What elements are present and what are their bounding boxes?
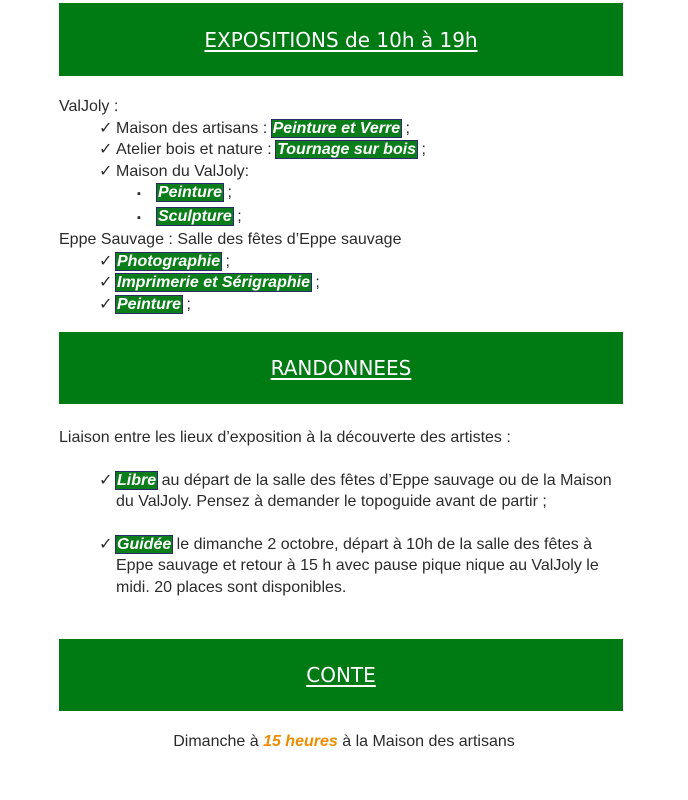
list-item-maison-artisans: ✓ Maison des artisans : Peinture et Verre ; xyxy=(59,118,659,140)
valjoly-heading: ValJoly : xyxy=(59,98,119,115)
list-item-imprimerie: ✓ Imprimerie et Sérigraphie ; xyxy=(59,272,659,294)
guidee-text: le dimanche 2 octobre, départ à 10h de la salle des fêtes à Eppe sauvage et retour à 15 h avec pause pique nique au ValJoly le midi. 20 places sont disponibles. xyxy=(116,535,599,596)
randonnees-banner xyxy=(59,332,623,404)
check-icon: ✓ xyxy=(99,252,113,270)
conte-banner xyxy=(59,639,623,711)
check-icon: ✓ xyxy=(99,119,113,137)
tag-photographie: Photographie xyxy=(117,252,221,270)
tag-sculpture: Sculpture xyxy=(158,207,232,225)
conte-title: CONTE xyxy=(306,663,376,687)
sublist-item-sculpture: ▪ Sculpture ; xyxy=(59,206,659,230)
check-icon: ✓ xyxy=(99,295,113,313)
check-icon: ✓ xyxy=(99,535,113,553)
list-item-guidee xyxy=(59,534,659,599)
sublist-item-peinture: ▪ Peinture ; xyxy=(59,182,659,206)
conte-info: Dimanche à 15 heures à la Maison des artisans xyxy=(173,733,515,750)
check-icon: ✓ xyxy=(99,274,113,291)
randonnees-section xyxy=(59,427,659,619)
expositions-section xyxy=(59,96,659,315)
check-icon: ✓ xyxy=(99,162,113,180)
tag-imprimerie: Imprimerie et Sérigraphie xyxy=(117,274,310,291)
list-item-maison-valjoly: ✓ Maison du ValJoly: xyxy=(59,161,659,183)
conte-time: 15 heures xyxy=(263,733,338,750)
tag-peinture: Peinture xyxy=(158,184,223,201)
tag-peinture-verre: Peinture et Verre xyxy=(272,119,401,137)
libre-text: au départ de la salle des fêtes d’Eppe sauvage ou de la Maison du ValJoly. Pensez à demander le topoguide avant de partir ; xyxy=(116,471,612,510)
randonnees-title: RANDONNEES xyxy=(270,356,412,380)
tag-peinture-eppe: Peinture xyxy=(117,295,182,313)
check-icon: ✓ xyxy=(99,141,113,158)
list-item-atelier-bois: ✓ Atelier bois et nature : Tournage sur bois ; xyxy=(59,139,659,161)
check-icon: ✓ xyxy=(99,471,113,489)
tag-libre: Libre xyxy=(117,471,157,489)
expositions-title: EXPOSITIONS de 10h à 19h xyxy=(204,27,478,52)
square-bullet-icon: ▪ xyxy=(137,188,141,200)
list-item-libre xyxy=(59,470,659,513)
tag-guidee: Guidée xyxy=(117,535,172,553)
tag-tournage-bois: Tournage sur bois xyxy=(277,141,417,158)
expositions-banner xyxy=(59,3,623,76)
list-item-peinture-eppe: ✓ Peinture ; xyxy=(59,294,659,316)
eppe-heading: Eppe Sauvage : Salle des fêtes d’Eppe sauvage xyxy=(59,231,402,248)
list-item-photographie: ✓ Photographie ; xyxy=(59,251,659,273)
square-bullet-icon: ▪ xyxy=(137,211,141,224)
randonnees-intro: Liaison entre les lieux d’exposition à la découverte des artistes : xyxy=(59,429,511,446)
